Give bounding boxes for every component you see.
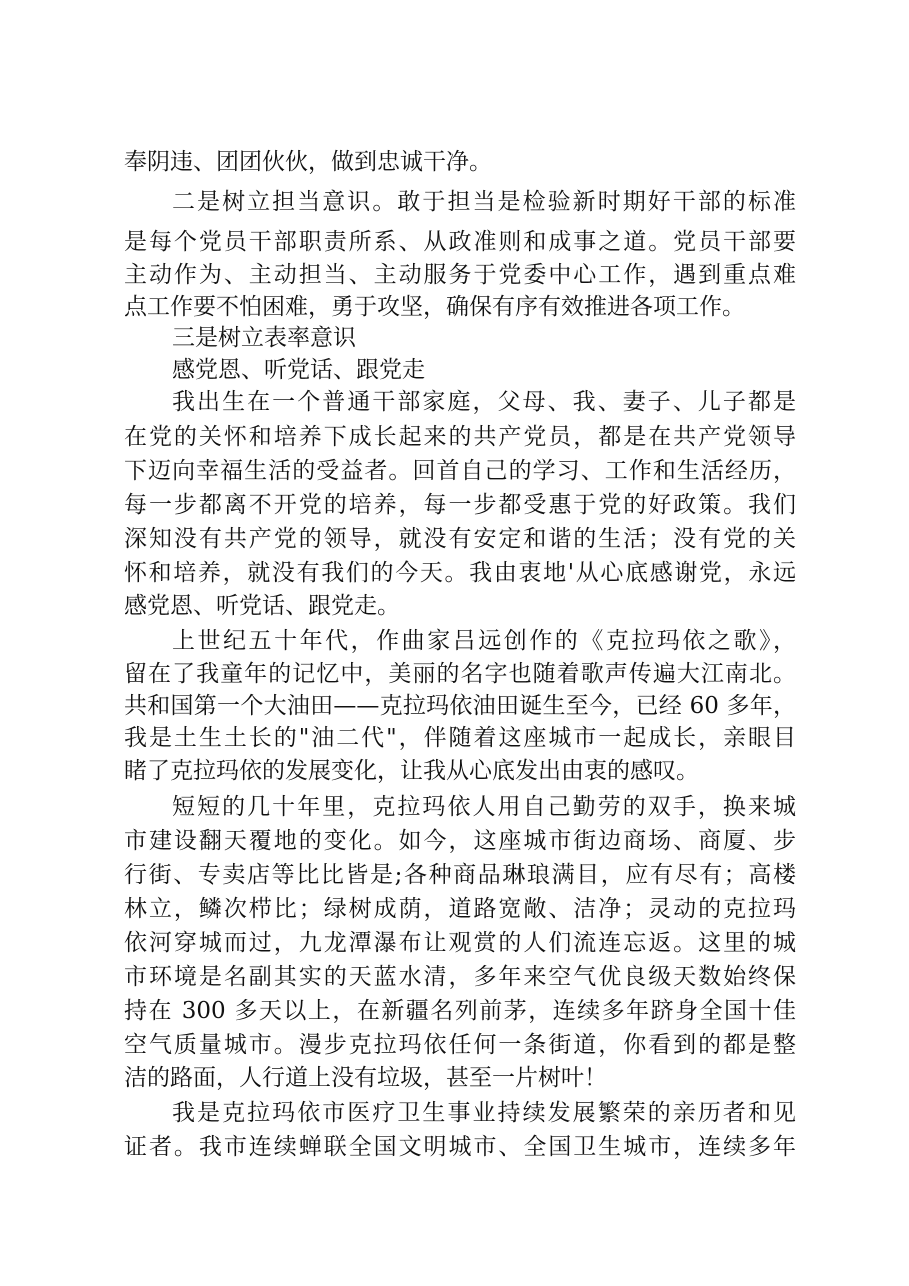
text-line: 每一步都离不开党的培养，每一步都受惠于党的好政策。我们 [124,492,796,518]
text-line: 二是树立担当意识。敢于担当是检验新时期好干部的标准 [172,189,796,215]
text-line: 上世纪五十年代，作曲家吕远创作的《克拉玛依之歌》， [172,628,796,654]
text-line: 行街、专卖店等比比皆是;各种商品琳琅满目，应有尽有；高楼 [124,862,796,888]
text-line: 睹了克拉玛依的发展变化，让我从心底发出由衷的感叹。 [124,758,699,784]
text-line: 持在 300 多天以上，在新疆名列前茅，连续多年跻身全国十佳 [124,998,796,1024]
text-line: 洁的路面，人行道上没有垃圾，甚至一片树叶！ [124,1065,607,1091]
text-line: 短短的几十年里，克拉玛依人用自己勤劳的双手，换来城 [172,794,796,820]
text-line: 留在了我童年的记忆中，美丽的名字也随着歌声传遍大江南北。 [124,661,796,687]
text-line: 市建设翻天覆地的变化。如今，这座城市街边商场、商厦、步 [124,828,796,854]
text-line: 主动作为、主动担当、主动服务于党委中心工作，遇到重点难 [124,262,796,288]
text-line: 我出生在一个普通干部家庭，父母、我、妻子、儿子都是 [172,389,796,415]
section-heading: 感党恩、听党话、跟党走 [172,357,425,383]
text-line: 市环境是名副其实的天蓝水清，多年来空气优良级天数始终保 [124,964,796,990]
text-line: 是每个党员干部职责所系、从政准则和成事之道。党员干部要 [124,229,796,255]
text-line: 在党的关怀和培养下成长起来的共产党员，都是在共产党领导 [124,424,796,450]
text-line: 点工作要不怕困难，勇于攻坚，确保有序有效推进各项工作。 [124,294,745,320]
text-line: 林立，鳞次栉比；绿树成荫，道路宽敞、洁净；灵动的克拉玛 [124,896,796,922]
text-line: 依河穿城而过，九龙潭瀑布让观赏的人们流连忘返。这里的城 [124,930,796,956]
text-line: 我是克拉玛依市医疗卫生事业持续发展繁荣的亲历者和见 [172,1100,796,1126]
text-line: 下迈向幸福生活的受益者。回首自己的学习、工作和生活经历， [124,458,796,484]
text-line: 共和国第一个大油田——克拉玛依油田诞生至今，已经 60 多年， [124,693,796,719]
text-line: 证者。我市连续蝉联全国文明城市、全国卫生城市，连续多年 [124,1134,796,1160]
text-line: 我是土生土长的"油二代"，伴随着这座城市一起成长，亲眼目 [124,725,796,751]
text-line: 感党恩、听党话、跟党走。 [124,593,400,619]
text-line: 奉阴违、团团伙伙，做到忠诚干净。 [124,149,492,175]
section-heading: 三是树立表率意识 [172,325,356,351]
text-line: 空气质量城市。漫步克拉玛依任何一条街道，你看到的都是整 [124,1032,796,1058]
text-line: 深知没有共产党的领导，就没有安定和谐的生活；没有党的关 [124,526,796,552]
text-line: 怀和培养，就没有我们的今天。我由衷地'从心底感谢党，永远 [124,560,796,586]
